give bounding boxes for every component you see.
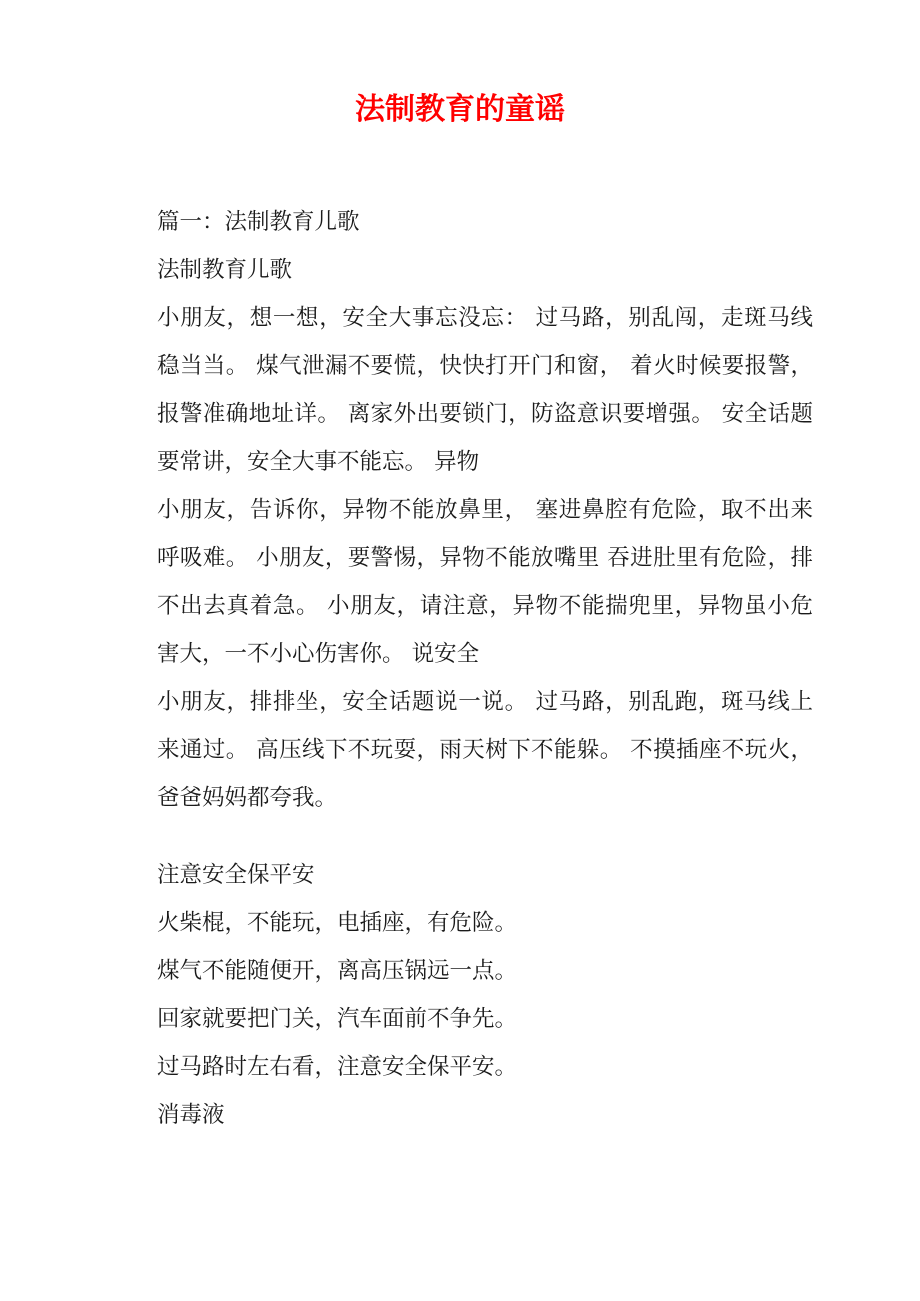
song-title: 消毒液 (157, 1102, 225, 1128)
document-body (157, 198, 813, 1139)
song-title: 注意安全保平安 (157, 862, 315, 888)
song-paragraph: 小朋友，想一想，安全大事忘没忘： 过马路，别乱闯，走斑马线稳当当。 煤气泄漏不要慌，快快打开门和窗， 着火时候要报警，报警准确地址详。 离家外出要锁门，防盗意识要增强。 安全话题要常讲，安全大事不能忘。 异物 (157, 305, 813, 475)
song-line: 煤气不能随便开，离高压锅远一点。 (157, 958, 518, 984)
song-title: 法制教育儿歌 (157, 257, 293, 283)
song-paragraph: 小朋友，排排坐，安全话题说一说。 过马路，别乱跑，斑马线上来通过。 高压线下不玩耍，雨天树下不能躲。 不摸插座不玩火，爸爸妈妈都夸我。 (157, 689, 813, 811)
section-heading: 篇一：法制教育儿歌 (157, 209, 360, 235)
paragraph-spacer (157, 822, 813, 851)
song-line: 过马路时左右看，注意安全保平安。 (157, 1054, 518, 1080)
song-paragraph: 小朋友，告诉你，异物不能放鼻里， 塞进鼻腔有危险，取不出来呼吸难。 小朋友，要警惕，异物不能放嘴里 吞进肚里有危险，排不出去真着急。 小朋友，请注意，异物不能揣兜里，异物虽小危害大，一不小心伤害你。 说安全 (157, 497, 813, 667)
song-line: 回家就要把门关，汽车面前不争先。 (157, 1006, 518, 1032)
document-title: 法制教育的童谣 (355, 92, 565, 127)
song-line: 火柴棍，不能玩，电插座，有危险。 (157, 910, 518, 936)
